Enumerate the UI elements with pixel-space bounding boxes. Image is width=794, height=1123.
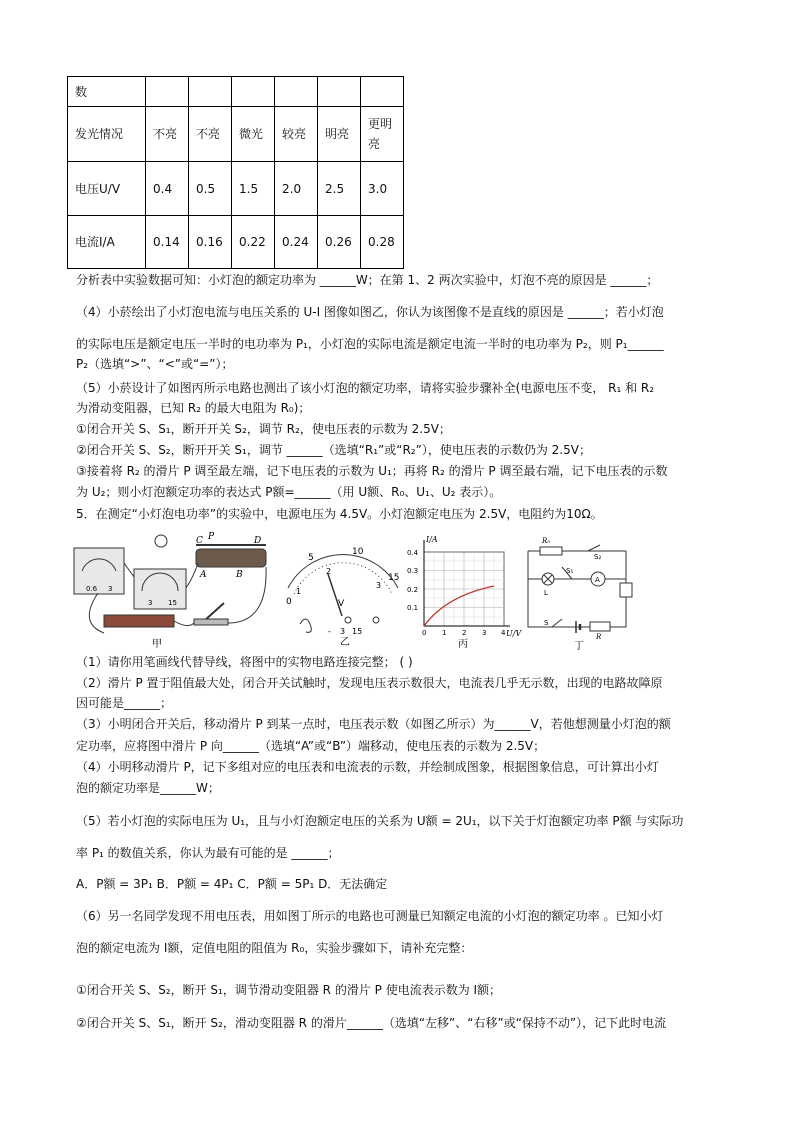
- text-line: ②闭合开关 S、S₂，断开开关 S₁，调节 ______（选填“R₁”或“R₂”），使电压表的示数仍为 2.5V；: [76, 443, 591, 457]
- table-cell: 2.5: [318, 162, 361, 216]
- answer-options: A．P额 = 3P₁ B．P额 = 4P₁ C．P额 = 5P₁ D．无法确定: [76, 877, 388, 891]
- y-tick: 0.4: [407, 549, 419, 557]
- ammeter-icon: [74, 548, 124, 594]
- table-cell: [318, 77, 361, 107]
- resistor-r0-icon: [540, 547, 562, 555]
- tick-label: 0: [286, 597, 292, 607]
- table-cell: 0.14: [146, 216, 189, 269]
- table-cell: 2.0: [275, 162, 318, 216]
- figure-ding: [522, 537, 634, 652]
- label-a: A: [200, 570, 207, 580]
- label-s: S: [544, 619, 549, 627]
- table-cell: [361, 77, 404, 107]
- table-cell: 较亮: [275, 107, 318, 162]
- table-cell: 不亮: [146, 107, 189, 162]
- table-cell: [146, 77, 189, 107]
- text-line: （4）小明移动滑片 P，记下多组对应的电压表和电流表的示数，并绘制成图象，根据图象信息，可计算出小灯: [76, 760, 659, 774]
- text-line: 泡的额定功率是______W；: [76, 781, 220, 795]
- meter-label: 15: [168, 599, 177, 607]
- table-cell: 明亮: [318, 107, 361, 162]
- text-line: ②闭合开关 S、S₁，断开 S₂，滑动变阻器 R 的滑片______（选填“左移”、“右移”或“保持不动”），记下此时电流: [76, 1016, 667, 1030]
- tick-label: 15: [388, 573, 400, 583]
- scale-arc: [288, 555, 398, 588]
- pointer-label: V: [338, 599, 345, 609]
- text-line: 分析表中实验数据可知：小灯泡的额定功率为 ______W；在第 1、2 两次实验中，灯泡不亮的原因是 ______；: [76, 273, 659, 287]
- text-line: （2）滑片 P 置于阻值最大处，闭合开关试触时，发现电压表示数很大，电流表几乎无示数，出现的电路故障原: [76, 676, 663, 690]
- figure-jia: [68, 533, 276, 651]
- table-cell: 微光: [232, 107, 275, 162]
- table-cell: 0.26: [318, 216, 361, 269]
- tick-label: 5: [308, 553, 314, 563]
- x-tick: 3: [482, 629, 487, 637]
- text-line: 5．在测定“小灯泡电功率”的实验中，电源电压为 4.5V。小灯泡额定电压为 2.5V，电阻约为10Ω。: [76, 507, 603, 521]
- figure-yi: [280, 548, 404, 648]
- text-line: 为滑动变阻器，已知 R₂ 的最大电阻为 R₀)；: [76, 401, 311, 415]
- terminal-label: -: [328, 627, 331, 636]
- battery-icon: [104, 615, 174, 627]
- tick-label: 10: [352, 547, 364, 557]
- table-cell: 更明亮: [361, 107, 404, 162]
- y-tick: 0.1: [407, 604, 419, 612]
- text-line: ①闭合开关 S、S₂，断开 S₁，调节滑动变阻器 R 的滑片 P 使电流表示数为 I额；: [76, 983, 502, 997]
- y-tick: 0.2: [407, 586, 419, 594]
- text-line: 的实际电压是额定电压一半时的电功率为 P₁，小灯泡的实际电流是额定电流一半时的电功率为 P₂，则 P₁______: [76, 337, 664, 351]
- table-cell: 0.28: [361, 216, 404, 269]
- figure-caption: 丙: [458, 639, 468, 650]
- figure-bing: [406, 534, 522, 650]
- table-cell: [189, 77, 232, 107]
- figure-caption: 甲: [152, 639, 162, 650]
- tick-label: 2: [326, 567, 332, 576]
- meter-label: 3: [108, 585, 113, 593]
- text-line: 泡的额定电流为 I额，定值电阻的阻值为 R₀，实验步骤如下，请补充完整：: [76, 941, 473, 955]
- table-cell: 0.24: [275, 216, 318, 269]
- label-p: P: [208, 532, 215, 542]
- rheostat-r-icon: [620, 583, 632, 597]
- table-head: 电压U/V: [68, 162, 146, 216]
- label-c: C: [196, 536, 203, 546]
- switch-s-icon: [552, 619, 562, 627]
- text-line: 因可能是______；: [76, 696, 173, 710]
- table-cell: 0.16: [189, 216, 232, 269]
- label-b: B: [236, 570, 243, 580]
- table-cell: 3.0: [361, 162, 404, 216]
- bulb-icon: [155, 535, 167, 547]
- text-line: （4）小菸绘出了小灯泡电流与电压关系的 U-I 图像如图乙，你认为该图像不是直线的原因是 ______；若小灯泡: [76, 305, 664, 319]
- label-s1: S₁: [566, 567, 574, 575]
- label-l: L: [544, 589, 548, 597]
- meter-label: 0.6: [86, 585, 98, 593]
- table-cell: 不亮: [189, 107, 232, 162]
- switch-s2-icon: [588, 545, 600, 551]
- text-line: P₂（选填“>”、“<”或“=”）；: [76, 357, 234, 371]
- table-cell: 0.22: [232, 216, 275, 269]
- rheostat-icon: [196, 549, 266, 567]
- table-cell: 1.5: [232, 162, 275, 216]
- table-cell: 0.4: [146, 162, 189, 216]
- y-label: I/A: [426, 535, 438, 544]
- table-cell: 0.5: [189, 162, 232, 216]
- text-line: 定功率，应将图中滑片 P 向______（选填“A”或“B”）端移动，使电压表的示数为 2.5V；: [76, 739, 546, 753]
- pointer-icon: [328, 574, 342, 616]
- tick-label: 3: [376, 581, 382, 590]
- x-tick: 2: [462, 629, 467, 637]
- label-r: R: [596, 633, 602, 641]
- meter-label: 3: [148, 599, 153, 607]
- x-tick: 4: [501, 629, 506, 637]
- figure-caption: 丁: [574, 641, 584, 652]
- terminal-label: 3: [340, 627, 346, 636]
- text-line: （5）小菸设计了如图丙所示电路也测出了该小灯泡的额定功率，请将实验步骤补全(电源电压不变， R₁ 和 R₂: [76, 381, 655, 395]
- table-head: 发光情况: [68, 107, 146, 162]
- table-head: 电流I/A: [68, 216, 146, 269]
- switch-icon: [204, 603, 224, 621]
- text-line: 为 U₂；则小灯泡额定功率的表达式 P额=______（用 U额、R₀、U₁、U₂ 表示）。: [76, 485, 502, 499]
- y-tick: 0.3: [407, 567, 419, 575]
- terminal-label: 15: [352, 627, 363, 636]
- x-tick: 1: [442, 629, 447, 637]
- text-line: （3）小明闭合开关后，移动滑片 P 到某一点时，电压表示数（如图乙所示）为______V，若他想测量小灯泡的额: [76, 717, 671, 731]
- text-line: ①闭合开关 S、S₁，断开开关 S₂，调节 R₂，使电压表的示数为 2.5V；: [76, 422, 451, 436]
- table-head: 数: [68, 77, 146, 107]
- text-line: （1）请你用笔画线代替导线，将图中的实物电路连接完整； ( ): [76, 655, 413, 669]
- table-cell: [232, 77, 275, 107]
- data-table: [67, 76, 404, 269]
- tick-label: 1: [296, 587, 302, 596]
- x-tick: 0: [422, 629, 427, 637]
- figure-caption: 乙: [340, 637, 350, 648]
- label-a: A: [595, 576, 600, 584]
- label-d: D: [254, 536, 262, 546]
- text-line: （5）若小灯泡的实际电压为 U₁，且与小灯泡额定电压的关系为 U额 = 2U₁，以下关于灯泡额定功率 P额 与实际功: [76, 814, 684, 828]
- text-line: （6）另一名同学发现不用电压表，用如图丁所示的电路也可测量已知额定电流的小灯泡的额定功率 。已知小灯: [76, 909, 664, 923]
- text-line: 率 P₁ 的数值关系，你认为最有可能的是 ______；: [76, 846, 340, 860]
- label-r0: R₀: [542, 537, 551, 545]
- label-s2: S₂: [594, 553, 602, 561]
- text-line: ③接着将 R₂ 的滑片 P 调至最左端，记下电压表的示数为 U₁；再将 R₂ 的滑片 P 调至最右端，记下电压表的示数: [76, 464, 668, 478]
- table-cell: [275, 77, 318, 107]
- x-label: U/V: [506, 629, 522, 638]
